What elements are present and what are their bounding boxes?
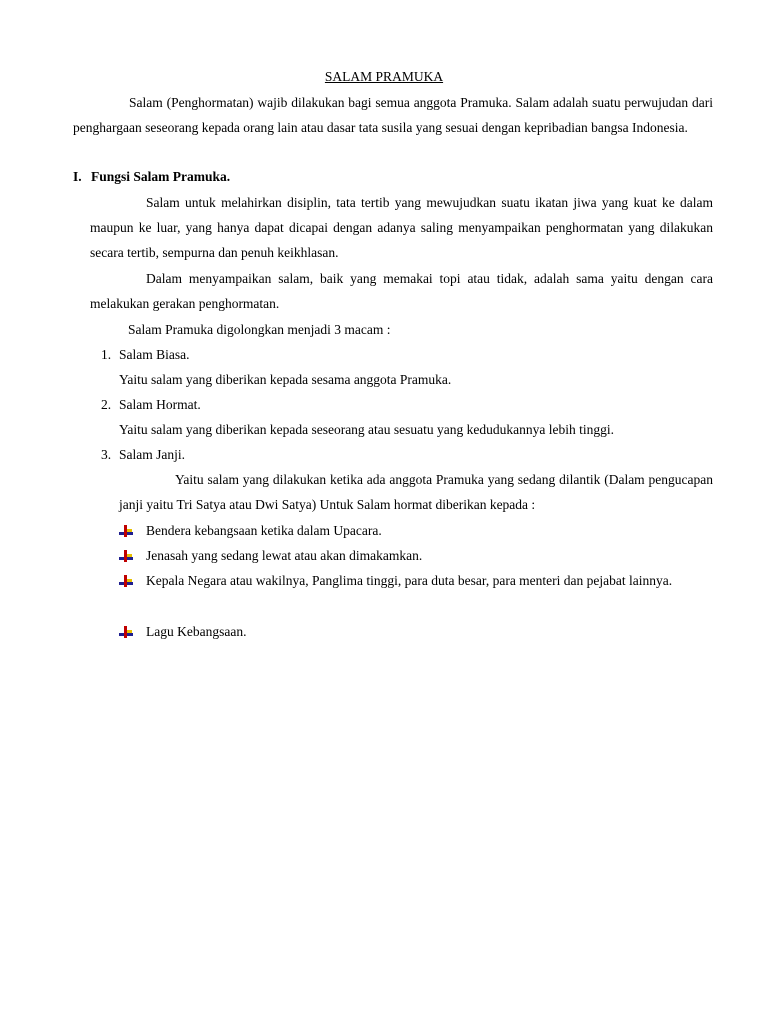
intro-paragraph: Salam (Penghormatan) wajib dilakukan bagi semua anggota Pramuka. Salam adalah suatu perwujudan dari penghargaan seseorang kepada orang lain atau dasar tata susila yang sesuai dengan kepribadian bangsa Indonesia.: [73, 95, 713, 135]
cross-bullet-icon: [119, 524, 133, 538]
list-item: [101, 342, 190, 367]
section-paragraph: Dalam menyampaikan salam, baik yang memakai topi atau tidak, adalah sama yaitu dengan cara melakukan gerakan penghormatan.: [90, 271, 713, 311]
bullet-item: [119, 619, 713, 644]
item-number: 2.: [101, 397, 112, 412]
section-paragraph: Salam Pramuka digolongkan menjadi 3 macam :: [128, 322, 391, 337]
item-description: Yaitu salam yang diberikan kepada seseorang atau sesuatu yang kedudukannya lebih tinggi.: [119, 422, 614, 437]
item-number: 1.: [101, 347, 112, 362]
bullet-text: Lagu Kebangsaan.: [146, 624, 247, 639]
section-number: I.: [73, 169, 82, 184]
list-item: [101, 392, 201, 417]
bullet-text: Bendera kebangsaan ketika dalam Upacara.: [146, 523, 382, 538]
item-name: Salam Janji.: [119, 447, 185, 462]
section-paragraph: Salam untuk melahirkan disiplin, tata tertib yang mewujudkan suatu ikatan jiwa yang kuat ke dalam maupun ke luar, yang hanya dapat dicapai dengan adanya saling menyampaikan penghormatan yang dilakukan secara tertib, sempurna dan penuh keikhlasan.: [90, 195, 713, 260]
bullet-item: [119, 518, 713, 543]
bullet-item: [119, 568, 713, 593]
bullet-item: [119, 543, 713, 568]
section-heading: [73, 164, 230, 189]
item-number: 3.: [101, 447, 112, 462]
item-name: Salam Biasa.: [119, 347, 190, 362]
item-name: Salam Hormat.: [119, 397, 201, 412]
item-description: Yaitu salam yang dilakukan ketika ada anggota Pramuka yang sedang dilantik (Dalam pengucapan janji yaitu Tri Satya atau Dwi Satya) Untuk Salam hormat diberikan kepada :: [119, 472, 713, 512]
item-description: Yaitu salam yang diberikan kepada sesama anggota Pramuka.: [119, 372, 452, 387]
document-title: SALAM PRAMUKA: [324, 69, 444, 84]
cross-bullet-icon: [119, 549, 133, 563]
bullet-text: Jenasah yang sedang lewat atau akan dimakamkan.: [146, 548, 423, 563]
bullet-text: Kepala Negara atau wakilnya, Panglima tinggi, para duta besar, para menteri dan pejabat lainnya.: [146, 573, 673, 588]
cross-bullet-icon: [119, 574, 133, 588]
section-heading-text: Fungsi Salam Pramuka.: [91, 169, 231, 184]
cross-bullet-icon: [119, 625, 133, 639]
list-item: [101, 442, 185, 467]
